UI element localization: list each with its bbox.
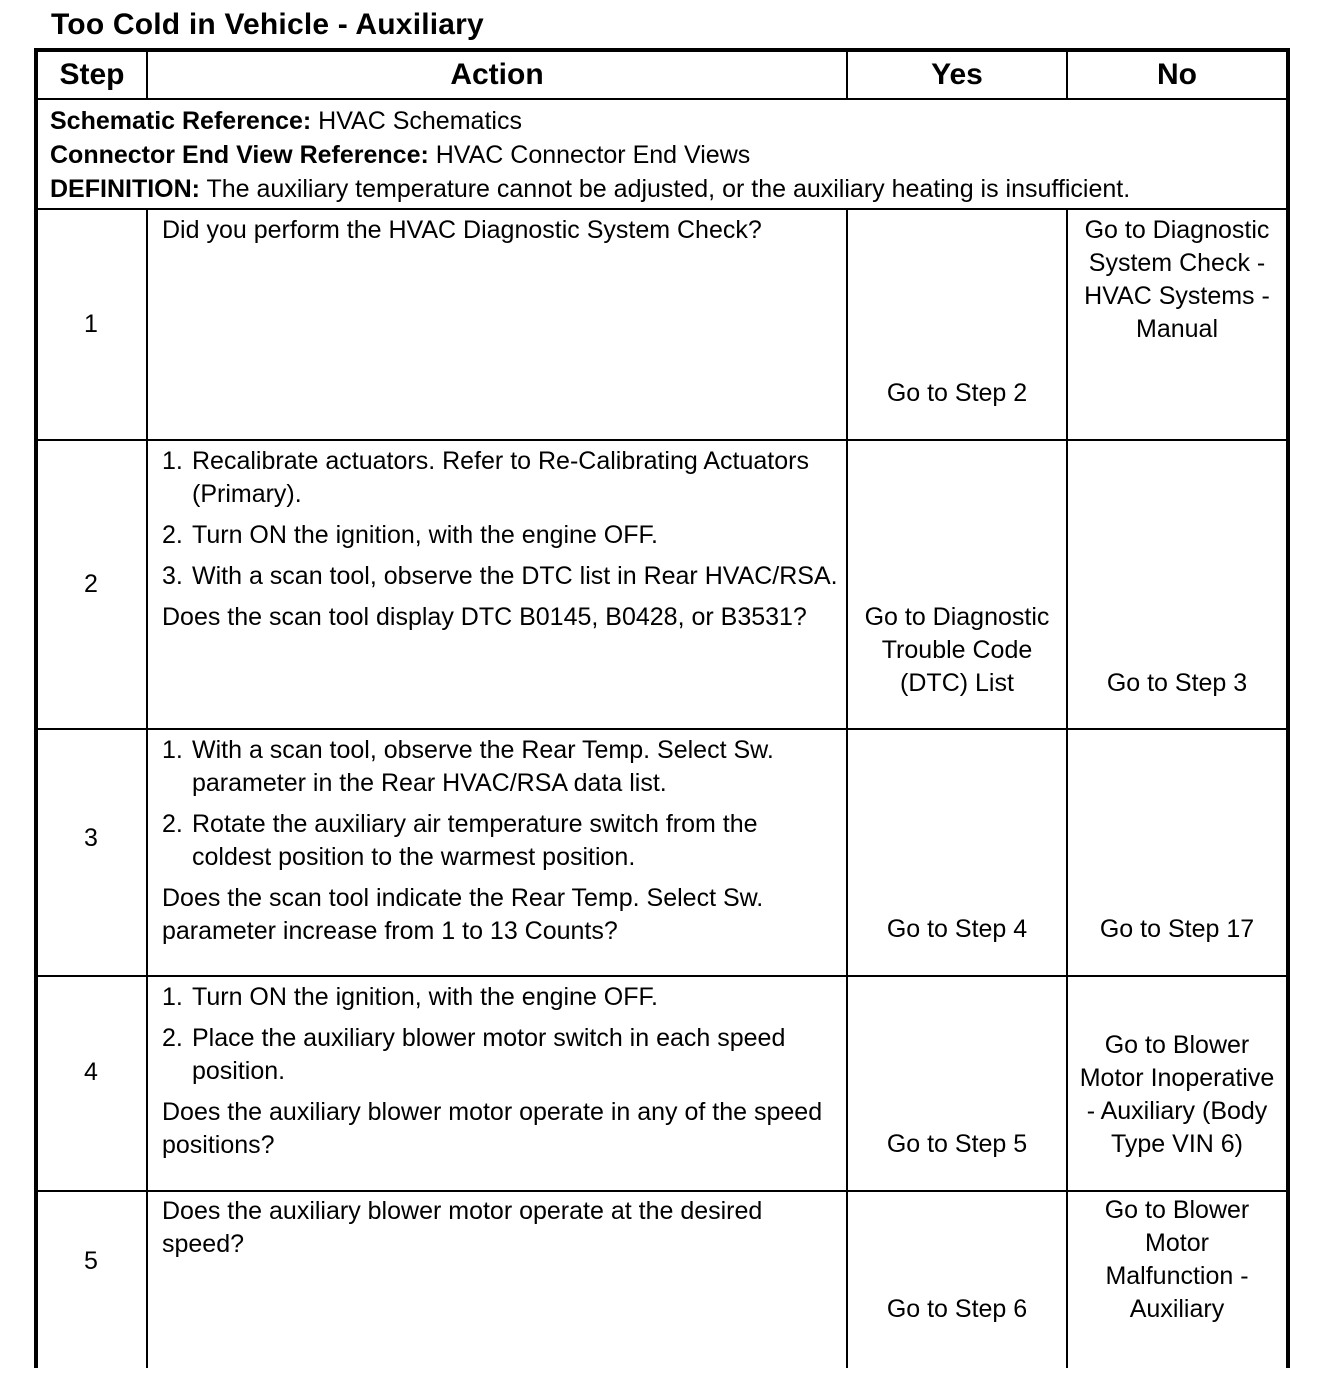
- action-cell: [162, 734, 838, 948]
- header-step: Step: [59, 58, 125, 91]
- step-number: 5: [84, 1246, 98, 1275]
- no-cell[interactable]: [1078, 1192, 1276, 1326]
- action-item: 1. With a scan tool, observe the Rear Temp. Select Sw. parameter in the Rear HVAC/RSA data list.: [162, 736, 774, 797]
- reference-block: [50, 104, 1280, 206]
- yes-link[interactable]: Go to Step 2: [886, 379, 1028, 407]
- row-divider: [34, 208, 1290, 210]
- no-link[interactable]: Go to Step 3: [1106, 669, 1248, 697]
- no-link[interactable]: Go to Blower Motor Malfunction - Auxiliary: [1104, 1196, 1250, 1323]
- yes-link[interactable]: Go to Step 4: [886, 915, 1028, 943]
- yes-cell[interactable]: [848, 977, 1066, 1161]
- action-question: Does the auxiliary blower motor operate at the desired speed?: [162, 1197, 763, 1258]
- action-item: 3. With a scan tool, observe the DTC list in Rear HVAC/RSA.: [162, 562, 838, 590]
- header-no: No: [1157, 58, 1197, 91]
- no-link[interactable]: Go to Diagnostic System Check - HVAC Systems - Manual: [1084, 216, 1270, 343]
- action-question: Does the auxiliary blower motor operate in any of the speed positions?: [162, 1098, 823, 1159]
- no-cell[interactable]: [1074, 977, 1280, 1161]
- action-item: 2. Turn ON the ignition, with the engine OFF.: [162, 521, 658, 549]
- yes-link[interactable]: Go to Step 6: [886, 1295, 1028, 1323]
- action-question: Did you perform the HVAC Diagnostic System Check?: [162, 216, 762, 244]
- action-item: 2. Rotate the auxiliary air temperature switch from the coldest position to the warmest position.: [162, 810, 758, 871]
- action-cell: [162, 1195, 838, 1261]
- table-border-right: [1286, 48, 1290, 1368]
- action-item: 1. Recalibrate actuators. Refer to Re-Calibrating Actuators (Primary).: [162, 447, 809, 508]
- schematic-reference-link[interactable]: HVAC Schematics: [311, 107, 522, 135]
- header-yes: Yes: [931, 58, 983, 91]
- schematic-reference: [50, 104, 1280, 138]
- connector-reference-link[interactable]: HVAC Connector End Views: [428, 141, 751, 169]
- no-cell[interactable]: [1068, 441, 1286, 700]
- yes-link[interactable]: Go to Step 5: [886, 1130, 1028, 1158]
- column-divider-step: [146, 208, 148, 1368]
- step-number: 4: [84, 1057, 98, 1086]
- action-cell: [162, 214, 838, 247]
- no-cell[interactable]: [1068, 730, 1286, 946]
- connector-reference-label: Connector End View Reference:: [50, 141, 429, 169]
- no-cell[interactable]: [1084, 214, 1270, 414]
- diagnostic-table: [34, 48, 1290, 1368]
- action-cell: [162, 445, 838, 634]
- yes-cell[interactable]: [858, 441, 1056, 700]
- yes-link[interactable]: Go to Diagnostic Trouble Code (DTC) List: [864, 603, 1050, 697]
- yes-cell[interactable]: [848, 730, 1066, 946]
- yes-cell[interactable]: [848, 210, 1066, 410]
- definition: [50, 172, 1280, 206]
- step-number: 3: [84, 823, 98, 852]
- schematic-reference-label: Schematic Reference:: [50, 107, 312, 135]
- action-item: 1. Turn ON the ignition, with the engine OFF.: [162, 983, 658, 1011]
- step-number: 1: [84, 310, 98, 338]
- definition-label: DEFINITION:: [50, 175, 200, 203]
- action-question: Does the scan tool indicate the Rear Temp. Select Sw. parameter increase from 1 to 13 Counts?: [162, 884, 764, 945]
- no-link[interactable]: Go to Step 17: [1099, 915, 1255, 943]
- definition-text: The auxiliary temperature cannot be adjusted, or the auxiliary heating is insufficient.: [200, 175, 1131, 203]
- action-item: 2. Place the auxiliary blower motor switch in each speed position.: [162, 1024, 786, 1085]
- no-link[interactable]: Go to Blower Motor Inoperative - Auxiliary (Body Type VIN 6): [1079, 1031, 1275, 1158]
- yes-cell[interactable]: [848, 1192, 1066, 1326]
- step-number: 2: [84, 570, 98, 598]
- connector-reference: [50, 138, 1280, 172]
- action-question: Does the scan tool display DTC B0145, B0428, or B3531?: [162, 603, 807, 631]
- action-cell: [162, 981, 838, 1162]
- header-action: Action: [450, 58, 544, 91]
- page-title: Too Cold in Vehicle - Auxiliary: [51, 8, 484, 41]
